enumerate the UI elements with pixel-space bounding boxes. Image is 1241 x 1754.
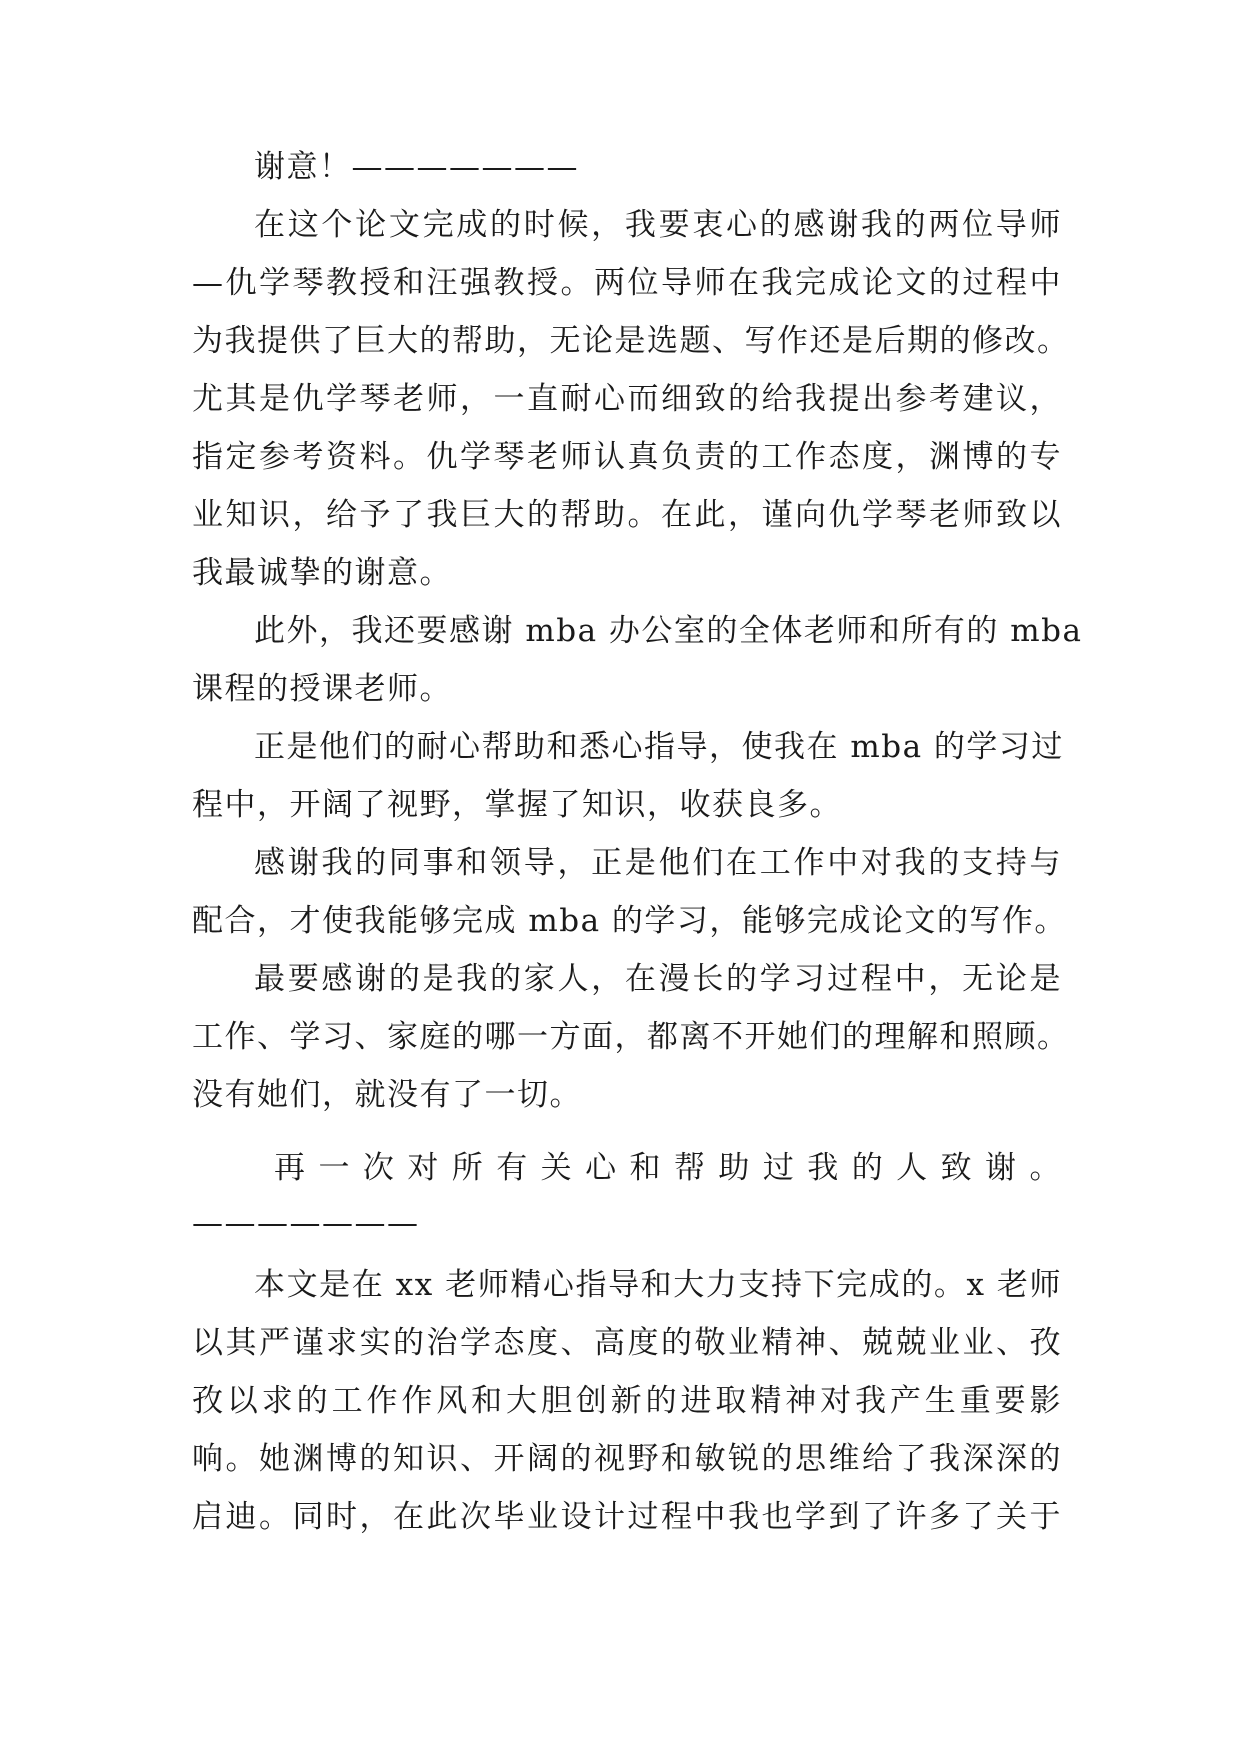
text-line: 孜以求的工作作风和大胆创新的进取精神对我产生重要影 xyxy=(192,1383,1062,1419)
text-line: 程中，开阔了视野，掌握了知识，收获良多。 xyxy=(192,787,842,823)
text-line: 工作、学习、家庭的哪一方面，都离不开她们的理解和照顾。 xyxy=(192,1019,1070,1055)
text-line: 此外，我还要感谢 mba 办公室的全体老师和所有的 mba xyxy=(254,613,1083,649)
text-line: 以其严谨求实的治学态度、高度的敬业精神、兢兢业业、孜 xyxy=(192,1325,1062,1361)
text-line: 正是他们的耐心帮助和悉心指导，使我在 mba 的学习过 xyxy=(254,729,1064,765)
text-line: 指定参考资料。仇学琴老师认真负责的工作态度，渊博的专 xyxy=(192,439,1062,475)
text-line: 在这个论文完成的时候，我要衷心的感谢我的两位导师 xyxy=(254,207,1062,243)
text-line-spaced: 再 一 次 对 所 有 关 心 和 帮 助 过 我 的 人 致 谢 。 xyxy=(274,1150,1062,1186)
text-line: 本文是在 xx 老师精心指导和大力支持下完成的。x 老师 xyxy=(254,1267,1062,1303)
text-line: 谢意！——————— xyxy=(254,149,579,185)
text-line: 配合，才使我能够完成 mba 的学习，能够完成论文的写作。 xyxy=(192,903,1067,939)
text-line: 没有她们，就没有了一切。 xyxy=(192,1077,582,1113)
text-line: 响。她渊博的知识、开阔的视野和敏锐的思维给了我深深的 xyxy=(192,1441,1062,1477)
text-line: 业知识，给予了我巨大的帮助。在此，谨向仇学琴老师致以 xyxy=(192,497,1062,533)
dash-divider: ——————— xyxy=(192,1205,420,1241)
text-line: —仇学琴教授和汪强教授。两位导师在我完成论文的过程中 xyxy=(192,265,1062,301)
text-line: 最要感谢的是我的家人，在漫长的学习过程中，无论是 xyxy=(254,961,1062,997)
text-line: 我最诚挚的谢意。 xyxy=(192,555,452,591)
text-line: 为我提供了巨大的帮助，无论是选题、写作还是后期的修改。 xyxy=(192,323,1070,359)
text-line: 感谢我的同事和领导，正是他们在工作中对我的支持与 xyxy=(254,845,1062,881)
text-line: 启迪。同时，在此次毕业设计过程中我也学到了许多了关于 xyxy=(192,1499,1062,1535)
text-line: 课程的授课老师。 xyxy=(192,671,452,707)
text-line: 尤其是仇学琴老师，一直耐心而细致的给我提出参考建议， xyxy=(192,381,1062,417)
